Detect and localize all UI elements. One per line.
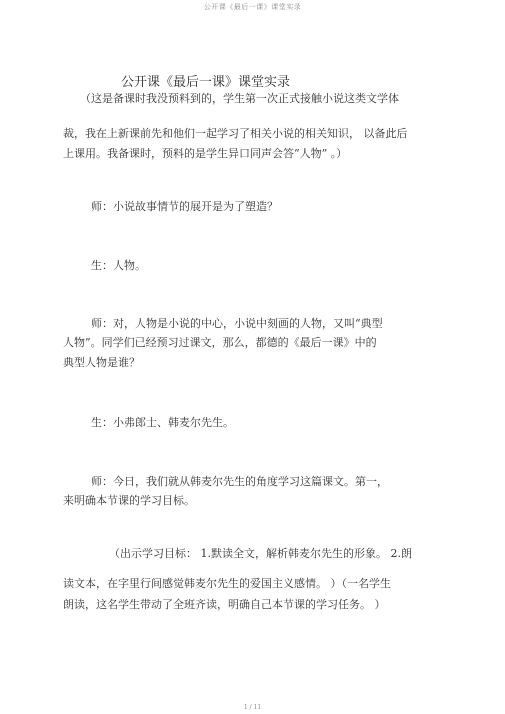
teacher-question-2-line2: 人物”。同学们已经预习过课文，那么，都德的《最后一课》中的 — [63, 336, 377, 349]
intro-paragraph-line1: （这是备课时我没预料到的，学生第一次正式接触小说这类文学体 — [80, 92, 399, 105]
student-answer-2: 生：小弗郎士、韩麦尔先生。 — [91, 416, 234, 429]
teacher-statement-3-line1: 师：今日，我们就从韩麦尔先生的角度学习这篇课文。第一， — [91, 475, 388, 488]
learning-goals-line3: 朗读，这名学生带动了全班齐读，明确自己本节课的学习任务。 ） — [63, 598, 386, 611]
learning-goals-line1: （出示学习目标： 1.默读全文，解析韩麦尔先生的形象。 2.朗 — [109, 547, 412, 560]
teacher-question-1: 师：小说故事情节的展开是为了塑造？ — [91, 200, 278, 213]
teacher-question-2-line3: 典型人物是谁？ — [63, 356, 140, 369]
page-header: 公开课《最后一课》课堂实录 — [203, 3, 302, 11]
teacher-question-2 — [63, 333, 377, 373]
teacher-question-2-line1: 师：对，人物是小说的中心，小说中刻画的人物，又叫“典型 — [91, 317, 383, 330]
student-answer-1: 生：人物。 — [91, 259, 146, 272]
learning-goals — [63, 573, 391, 615]
teacher-statement-3 — [63, 491, 195, 511]
intro-paragraph-line2: 裁，我在上新课前先和他们一起学习了相关小说的相关知识， 以备此后 — [63, 127, 408, 140]
intro-paragraph — [63, 124, 408, 164]
document-title: 公开课《最后一课》课堂实录 — [121, 75, 291, 90]
teacher-statement-3-line2: 来明确本节课的学习目标。 — [63, 494, 195, 507]
learning-goals-line2: 读文本，在字里行间感觉韩麦尔先生的爱国主义感情。 ）（一名学生 — [63, 577, 391, 590]
page-number: 1 / 11 — [243, 704, 262, 711]
intro-paragraph-line3: 上课用。我备课时，预料的是学生异口同声会答“人物” 。） — [63, 147, 348, 160]
